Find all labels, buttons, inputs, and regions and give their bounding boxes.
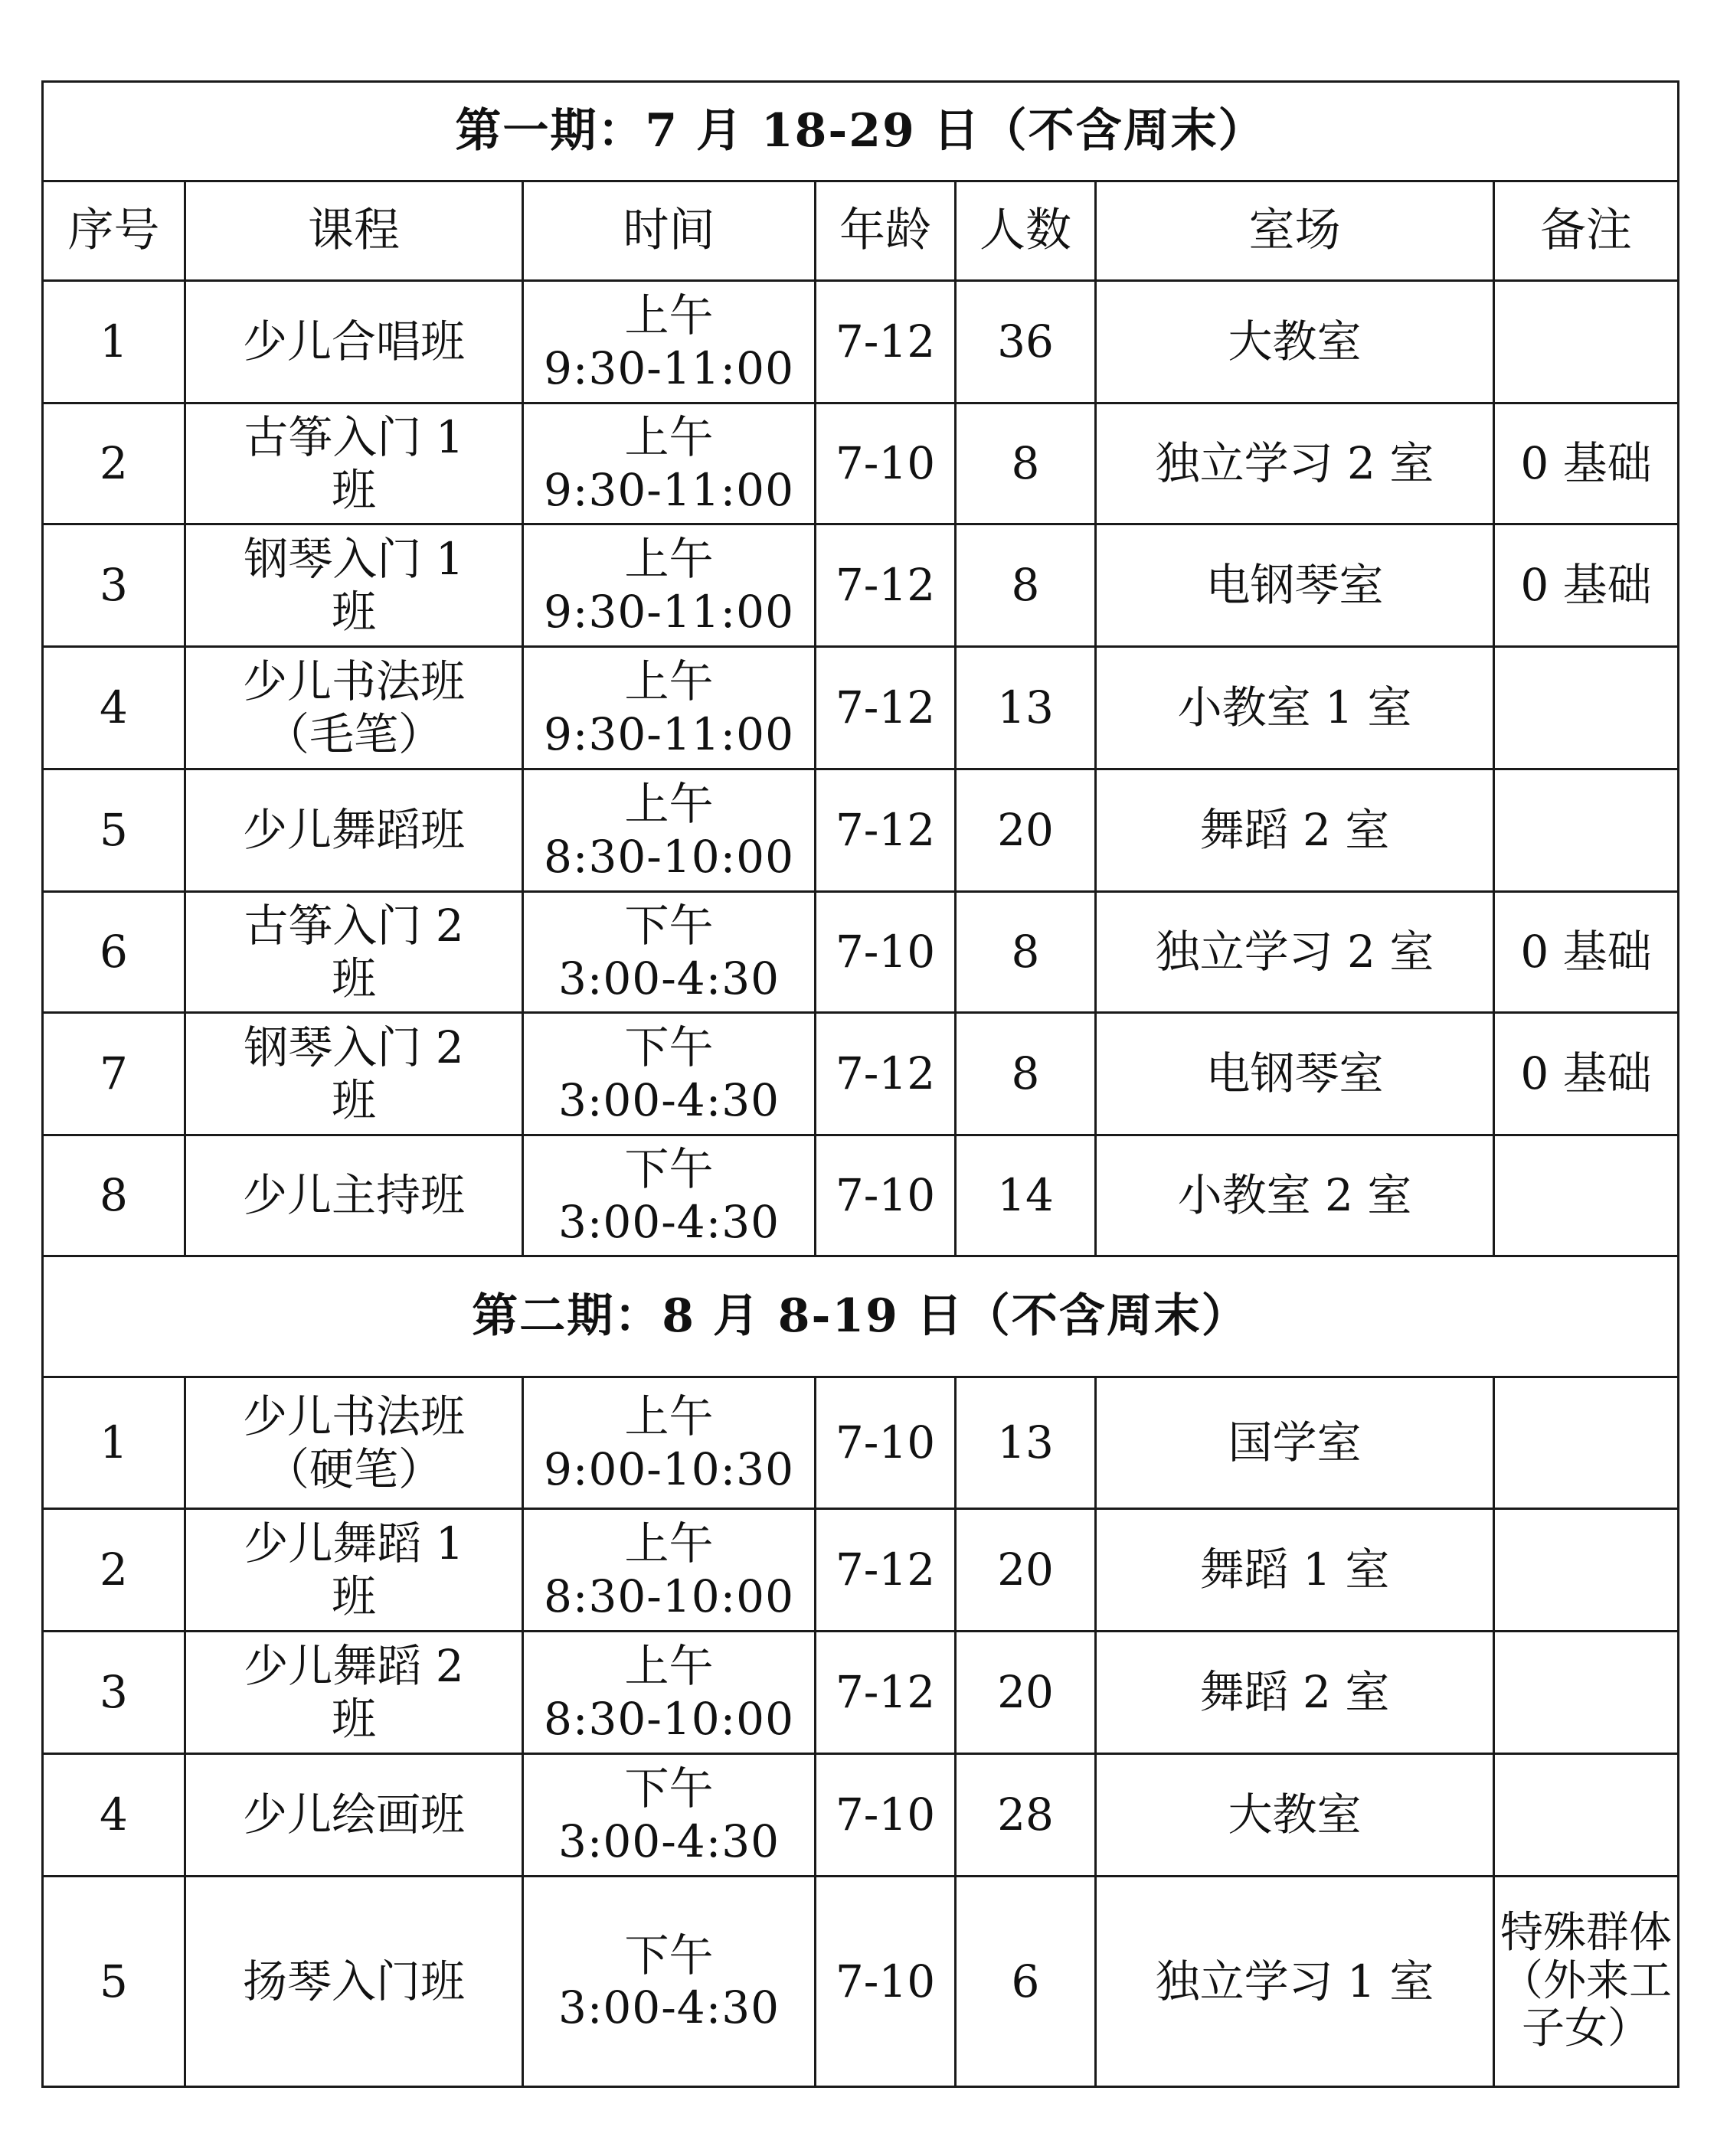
note-cell: 0 基础 xyxy=(1494,1013,1679,1135)
schedule-table xyxy=(41,80,1679,2088)
course-cell: 古筝入门 1 班 xyxy=(185,403,523,524)
table-row xyxy=(43,403,1679,524)
time-period-label: 上午 xyxy=(624,411,714,464)
schedule-body xyxy=(43,82,1679,2087)
count-cell: 8 xyxy=(956,1013,1096,1135)
count-cell: 36 xyxy=(956,281,1096,403)
course-cell: 少儿书法班（毛笔） xyxy=(185,647,523,769)
time-period-label: 上午 xyxy=(624,778,714,831)
seq-cell: 4 xyxy=(43,1754,185,1877)
time-cell xyxy=(523,1135,816,1256)
count-cell: 28 xyxy=(956,1754,1096,1877)
table-row xyxy=(43,1632,1679,1754)
room-cell: 小教室 1 室 xyxy=(1096,647,1494,769)
time-cell xyxy=(523,1013,816,1135)
seq-cell: 7 xyxy=(43,1013,185,1135)
seq-cell: 4 xyxy=(43,647,185,769)
time-range: 8:30-10:00 xyxy=(544,830,794,883)
time-period-label: 上午 xyxy=(624,1517,714,1570)
age-cell: 7-10 xyxy=(816,892,956,1013)
note-cell xyxy=(1494,1509,1679,1632)
count-cell: 6 xyxy=(956,1877,1096,2087)
time-period-label: 下午 xyxy=(624,1021,714,1074)
age-cell: 7-10 xyxy=(816,403,956,524)
count-cell: 13 xyxy=(956,647,1096,769)
age-cell: 7-10 xyxy=(816,1877,956,2087)
note-cell xyxy=(1494,769,1679,892)
count-cell: 8 xyxy=(956,892,1096,1013)
age-cell: 7-12 xyxy=(816,1509,956,1632)
count-cell: 13 xyxy=(956,1377,1096,1509)
seq-cell: 5 xyxy=(43,1877,185,2087)
age-cell: 7-12 xyxy=(816,647,956,769)
period-title: 第二期：8 月 8-19 日（不含周末） xyxy=(43,1256,1679,1377)
column-header: 课程 xyxy=(185,181,523,281)
count-cell: 20 xyxy=(956,1509,1096,1632)
room-cell: 国学室 xyxy=(1096,1377,1494,1509)
time-range: 9:00-10:30 xyxy=(544,1442,794,1495)
column-header: 室场 xyxy=(1096,181,1494,281)
seq-cell: 3 xyxy=(43,1632,185,1754)
time-period-label: 下午 xyxy=(624,900,714,952)
time-cell xyxy=(523,769,816,892)
table-row xyxy=(43,1013,1679,1135)
time-period-label: 下午 xyxy=(624,1929,714,1981)
room-cell: 独立学习 2 室 xyxy=(1096,403,1494,524)
time-period-label: 上午 xyxy=(624,1640,714,1693)
note-cell: 0 基础 xyxy=(1494,892,1679,1013)
time-range: 9:30-11:00 xyxy=(544,585,794,638)
age-cell: 7-12 xyxy=(816,524,956,647)
room-cell: 小教室 2 室 xyxy=(1096,1135,1494,1256)
seq-cell: 1 xyxy=(43,1377,185,1509)
time-range: 9:30-11:00 xyxy=(544,341,794,394)
time-range: 3:00-4:30 xyxy=(558,1815,780,1867)
time-range: 3:00-4:30 xyxy=(558,1073,780,1126)
course-cell: 少儿舞蹈 2 班 xyxy=(185,1632,523,1754)
room-cell: 独立学习 2 室 xyxy=(1096,892,1494,1013)
time-period-label: 上午 xyxy=(624,533,714,586)
room-cell: 电钢琴室 xyxy=(1096,1013,1494,1135)
time-cell xyxy=(523,1877,816,2087)
time-range: 3:00-4:30 xyxy=(558,952,780,1004)
time-range: 9:30-11:00 xyxy=(544,707,794,760)
column-header: 年龄 xyxy=(816,181,956,281)
note-cell xyxy=(1494,1377,1679,1509)
age-cell: 7-12 xyxy=(816,281,956,403)
note-cell xyxy=(1494,281,1679,403)
note-cell: 0 基础 xyxy=(1494,403,1679,524)
time-range: 8:30-10:00 xyxy=(544,1692,794,1745)
count-cell: 14 xyxy=(956,1135,1096,1256)
column-header: 时间 xyxy=(523,181,816,281)
course-cell: 少儿舞蹈 1 班 xyxy=(185,1509,523,1632)
table-row xyxy=(43,524,1679,647)
age-cell: 7-12 xyxy=(816,769,956,892)
room-cell: 舞蹈 2 室 xyxy=(1096,769,1494,892)
time-cell xyxy=(523,403,816,524)
note-cell: 特殊群体（外来工子女） xyxy=(1494,1877,1679,2087)
seq-cell: 2 xyxy=(43,1509,185,1632)
time-period-label: 下午 xyxy=(624,1143,714,1196)
time-cell xyxy=(523,1509,816,1632)
seq-cell: 1 xyxy=(43,281,185,403)
age-cell: 7-10 xyxy=(816,1135,956,1256)
age-cell: 7-10 xyxy=(816,1377,956,1509)
period-title: 第一期：7 月 18-29 日（不含周末） xyxy=(43,82,1679,181)
note-cell xyxy=(1494,1135,1679,1256)
note-cell xyxy=(1494,1632,1679,1754)
table-row xyxy=(43,892,1679,1013)
seq-cell: 5 xyxy=(43,769,185,892)
count-cell: 8 xyxy=(956,524,1096,647)
course-cell: 古筝入门 2 班 xyxy=(185,892,523,1013)
time-cell xyxy=(523,1632,816,1754)
time-period-label: 下午 xyxy=(624,1762,714,1815)
room-cell: 大教室 xyxy=(1096,281,1494,403)
room-cell: 舞蹈 1 室 xyxy=(1096,1509,1494,1632)
column-header: 人数 xyxy=(956,181,1096,281)
course-cell: 扬琴入门班 xyxy=(185,1877,523,2087)
time-cell xyxy=(523,524,816,647)
course-cell: 少儿合唱班 xyxy=(185,281,523,403)
time-cell xyxy=(523,281,816,403)
table-row xyxy=(43,1509,1679,1632)
note-cell xyxy=(1494,647,1679,769)
table-row xyxy=(43,1135,1679,1256)
course-cell: 少儿书法班（硬笔） xyxy=(185,1377,523,1509)
note-cell xyxy=(1494,1754,1679,1877)
seq-cell: 2 xyxy=(43,403,185,524)
room-cell: 电钢琴室 xyxy=(1096,524,1494,647)
course-cell: 少儿主持班 xyxy=(185,1135,523,1256)
age-cell: 7-12 xyxy=(816,1013,956,1135)
seq-cell: 6 xyxy=(43,892,185,1013)
course-cell: 少儿绘画班 xyxy=(185,1754,523,1877)
note-cell: 0 基础 xyxy=(1494,524,1679,647)
column-header: 序号 xyxy=(43,181,185,281)
seq-cell: 8 xyxy=(43,1135,185,1256)
count-cell: 8 xyxy=(956,403,1096,524)
time-range: 8:30-10:00 xyxy=(544,1570,794,1622)
count-cell: 20 xyxy=(956,769,1096,892)
table-row xyxy=(43,769,1679,892)
table-row xyxy=(43,1754,1679,1877)
time-cell xyxy=(523,647,816,769)
time-cell xyxy=(523,1754,816,1877)
time-range: 3:00-4:30 xyxy=(558,1981,780,2034)
period-row xyxy=(43,82,1679,181)
room-cell: 舞蹈 2 室 xyxy=(1096,1632,1494,1754)
time-range: 3:00-4:30 xyxy=(558,1195,780,1248)
table-row xyxy=(43,281,1679,403)
room-cell: 独立学习 1 室 xyxy=(1096,1877,1494,2087)
seq-cell: 3 xyxy=(43,524,185,647)
room-cell: 大教室 xyxy=(1096,1754,1494,1877)
course-cell: 钢琴入门 2 班 xyxy=(185,1013,523,1135)
table-row xyxy=(43,647,1679,769)
header-row xyxy=(43,181,1679,281)
column-header: 备注 xyxy=(1494,181,1679,281)
time-cell xyxy=(523,892,816,1013)
time-period-label: 上午 xyxy=(624,655,714,708)
course-cell: 少儿舞蹈班 xyxy=(185,769,523,892)
table-row xyxy=(43,1377,1679,1509)
period-row xyxy=(43,1256,1679,1377)
age-cell: 7-12 xyxy=(816,1632,956,1754)
time-cell xyxy=(523,1377,816,1509)
time-range: 9:30-11:00 xyxy=(544,463,794,516)
table-row xyxy=(43,1877,1679,2087)
time-period-label: 上午 xyxy=(624,1390,714,1443)
age-cell: 7-10 xyxy=(816,1754,956,1877)
time-period-label: 上午 xyxy=(624,289,714,342)
count-cell: 20 xyxy=(956,1632,1096,1754)
course-cell: 钢琴入门 1 班 xyxy=(185,524,523,647)
